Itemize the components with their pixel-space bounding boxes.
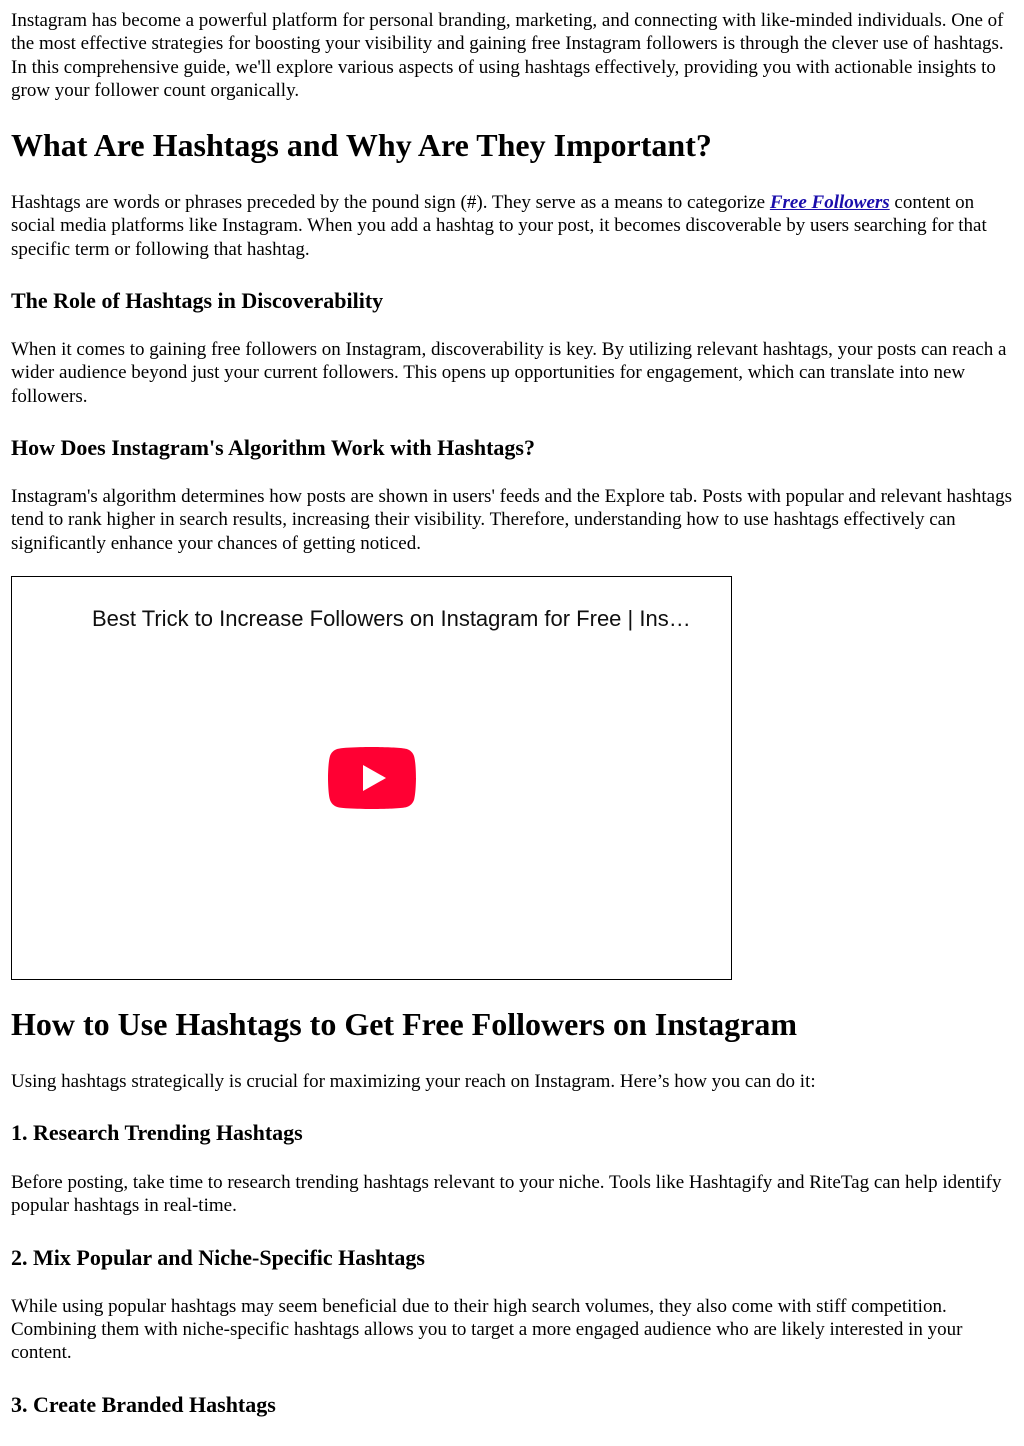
video-embed[interactable] xyxy=(11,576,732,980)
video-title[interactable]: Best Trick to Increase Followers on Instagram for Free | Ins… xyxy=(92,605,691,631)
free-followers-link[interactable]: Free Followers xyxy=(769,192,890,214)
research-paragraph: Before posting, take time to research trending hashtags relevant to your niche. Tools like Hashtagify and RiteTag can help identify popular hashtags in real-time. xyxy=(11,1172,1002,1217)
heading-research-trending: 1. Research Trending Hashtags xyxy=(11,1120,303,1146)
heading-role-of-hashtags: The Role of Hashtags in Discoverability xyxy=(11,288,384,314)
what-paragraph xyxy=(11,191,1013,261)
role-paragraph: When it comes to gaining free followers on Instagram, discoverability is key. By utilizing relevant hashtags, your posts can reach a wider audience beyond just your current followers. This opens up opportunities for engagement, which can translate into new followers. xyxy=(11,339,1007,407)
mix-paragraph: While using popular hashtags may seem beneficial due to their high search volumes, they also come with stiff competition. Combining them with niche-specific hashtags allows you to target a more engaged audience who are likely interested in your content. xyxy=(11,1295,963,1364)
youtube-play-icon[interactable] xyxy=(328,747,416,809)
heading-how-to-use-hashtags: How to Use Hashtags to Get Free Followers on Instagram xyxy=(11,1005,797,1042)
what-text-after-link: content on social media platforms like Instagram. When you add a hashtag to your post, it becomes discoverable by users searching for that specific term or following that hashtag. xyxy=(11,192,987,260)
heading-algorithm: How Does Instagram's Algorithm Work with Hashtags? xyxy=(11,434,535,460)
heading-what-are-hashtags: What Are Hashtags and Why Are They Important? xyxy=(11,127,712,164)
algorithm-paragraph: Instagram's algorithm determines how posts are shown in users' feeds and the Explore tab. Posts with popular and relevant hashtags tend to rank higher in search results, increasing their visibility. Therefore, understanding how to use hashtags effectively can significantly enhance your chances of getting noticed. xyxy=(11,485,1012,554)
intro-paragraph: Instagram has become a powerful platform for personal branding, marketing, and connecting with like-minded individuals. One of the most effective strategies for boosting your visibility and gaining free Instagram followers is through the clever use of hashtags. In this comprehensive guide, we'll explore various aspects of using hashtags effectively, providing you with actionable insights to grow your follower count organically. xyxy=(11,10,1004,101)
heading-branded-hashtags: 3. Create Branded Hashtags xyxy=(11,1391,276,1417)
what-text-before-link: Hashtags are words or phrases preceded by the pound sign (#). They serve as a means to categorize xyxy=(11,192,770,214)
heading-mix-hashtags: 2. Mix Popular and Niche-Specific Hashtags xyxy=(11,1244,425,1270)
how-paragraph: Using hashtags strategically is crucial for maximizing your reach on Instagram. Here’s how you can do it: xyxy=(11,1070,816,1092)
